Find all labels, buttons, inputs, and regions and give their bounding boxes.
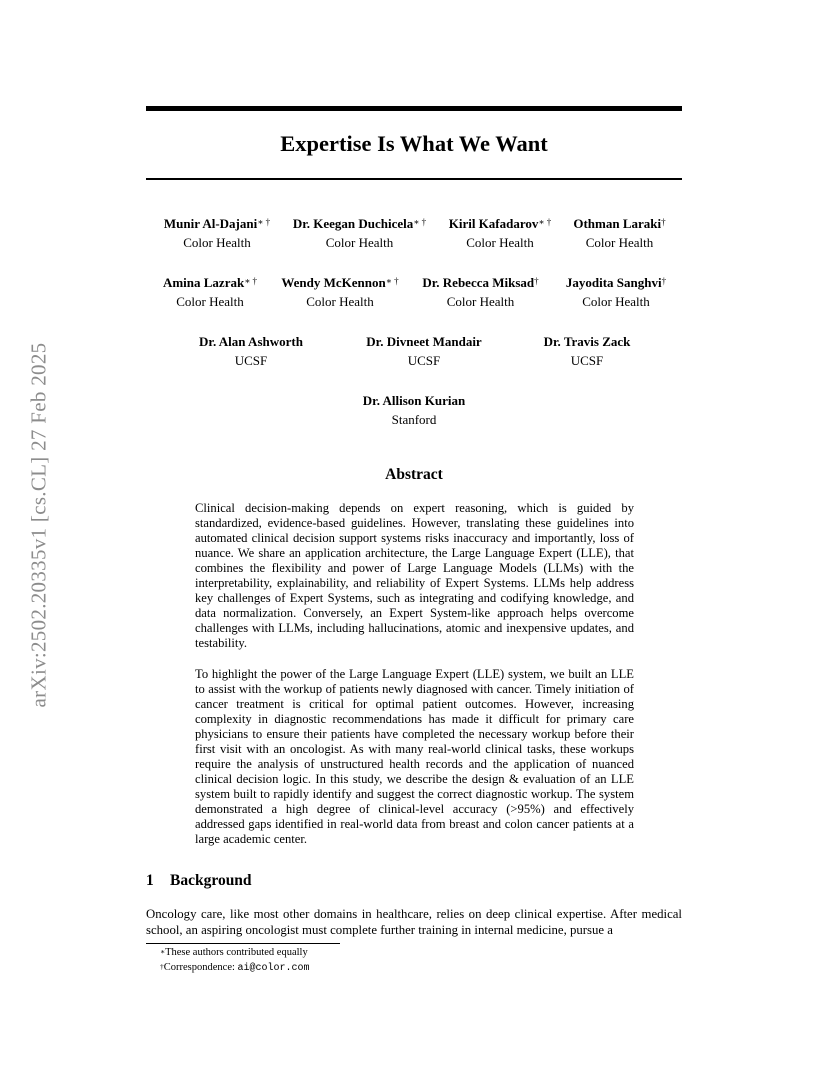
author-name: Othman Laraki bbox=[573, 216, 662, 231]
footnote bbox=[160, 946, 308, 960]
abstract-heading: Abstract bbox=[385, 466, 443, 483]
author-name: Dr. Travis Zack bbox=[543, 334, 631, 349]
author-affiliation: Color Health bbox=[582, 294, 650, 309]
paper-title: Expertise Is What We Want bbox=[280, 131, 548, 156]
author-block bbox=[562, 274, 670, 312]
author-block bbox=[288, 215, 431, 253]
author-name: Amina Lazrak bbox=[162, 275, 245, 290]
author-block bbox=[278, 274, 402, 312]
title-bottom-rule bbox=[146, 178, 682, 180]
author-marks: ∗ † bbox=[538, 217, 552, 227]
author-affiliation: Color Health bbox=[585, 235, 654, 250]
arxiv-id: arXiv:2502.20335v1 [cs.CL] 27 Feb 2025 bbox=[26, 342, 51, 708]
footnote-text: Correspondence: bbox=[163, 962, 238, 973]
author-affiliation: Color Health bbox=[306, 294, 374, 309]
author-affiliation: Color Health bbox=[176, 294, 244, 309]
author-name: Dr. Keegan Duchicela bbox=[292, 216, 414, 231]
author-name: Dr. Divneet Mandair bbox=[366, 334, 482, 349]
author-block bbox=[161, 274, 259, 312]
author-affiliation: UCSF bbox=[570, 353, 604, 368]
author-affiliation: UCSF bbox=[407, 353, 441, 368]
author-block bbox=[191, 333, 311, 371]
author-name: Jayodita Sanghvi bbox=[565, 275, 662, 290]
author-name: Wendy McKennon bbox=[281, 275, 386, 290]
author-block bbox=[446, 215, 554, 253]
correspondence-email: ai@color.com bbox=[237, 963, 310, 974]
author-marks: ∗ † bbox=[385, 276, 399, 286]
title-top-rule bbox=[146, 106, 682, 111]
footnote-text: These authors contributed equally bbox=[165, 947, 308, 958]
author-marks: ∗ † bbox=[257, 217, 271, 227]
author-marks: ∗ † bbox=[413, 217, 427, 227]
author-block bbox=[161, 215, 273, 253]
author-affiliation: Stanford bbox=[391, 412, 437, 427]
body-paragraph: Oncology care, like most other domains in healthcare, relies on deep clinical expertise. After medical school, an aspiring oncologist must complete further training in internal medicine, pursue a bbox=[146, 907, 682, 937]
author-marks: † bbox=[661, 276, 667, 286]
section-title: Background bbox=[170, 872, 252, 889]
author-block bbox=[354, 392, 474, 430]
author-affiliation: Color Health bbox=[466, 235, 534, 250]
author-block bbox=[536, 333, 638, 371]
author-marks: † bbox=[534, 276, 539, 286]
author-block bbox=[360, 333, 488, 371]
abstract-paragraph: Clinical decision-making depends on expert reasoning, which is guided by standardized, evidence-based guidelines. However, translating these guidelines into automated clinical decision support systems risks inaccuracy and importantly, loss of nuance. We share an application architecture, the Large Language Expert (LLE), that combines the flexibility and power of Large Language Models (LLMs) with the interpretability, explainability, and reliability of Expert Systems. LLMs help address key challenges of Expert Systems, such as integrating and codifying knowledge, and data normalization. Conversely, an Expert System-like approach helps overcome challenges with LLMs, including hallucinations, atomic and inexpensive updates, and testability. bbox=[195, 501, 634, 650]
author-name: Kiril Kafadarov bbox=[448, 216, 539, 231]
author-name: Dr. Allison Kurian bbox=[362, 393, 466, 408]
author-name: Dr. Rebecca Miksad bbox=[422, 275, 535, 290]
author-affiliation: UCSF bbox=[234, 353, 268, 368]
author-affiliation: Color Health bbox=[325, 235, 394, 250]
section-heading bbox=[146, 872, 252, 890]
author-name: Dr. Alan Ashworth bbox=[199, 334, 303, 349]
arxiv-sidebar-stamp bbox=[21, 290, 57, 760]
author-name: Munir Al-Dajani bbox=[163, 216, 258, 231]
author-affiliation: Color Health bbox=[446, 294, 515, 309]
author-marks: ∗ † bbox=[244, 276, 258, 286]
footnote-rule bbox=[146, 943, 340, 944]
author-block bbox=[418, 274, 543, 312]
author-block bbox=[569, 215, 670, 253]
footnote-mark: ∗ bbox=[160, 947, 166, 956]
section-number: 1 bbox=[146, 872, 154, 889]
footnote-mark: † bbox=[160, 962, 164, 971]
author-affiliation: Color Health bbox=[183, 235, 251, 250]
footnote bbox=[160, 961, 310, 976]
author-marks: † bbox=[661, 217, 666, 227]
abstract-paragraph: To highlight the power of the Large Language Expert (LLE) system, we built an LLE to assist with the workup of patients newly diagnosed with cancer. Timely initiation of cancer treatment is critical for optimal patient outcomes. However, increasing complexity in diagnostic recommendations has made it difficult for primary care physicians to ensure their patients have completed the necessary workup before their first visit with an oncologist. As with many real-world clinical tasks, these workups require the analysis of unstructured health records and the application of nuanced clinical decision logic. In this study, we describe the design & evaluation of an LLE system built to rapidly identify and suggest the correct diagnostic workup. The system demonstrated a high degree of clinical-level accuracy (>95%) and effectively addressed gaps identified in real-world data from breast and colon cancer patients at a large academic center. bbox=[195, 667, 634, 846]
